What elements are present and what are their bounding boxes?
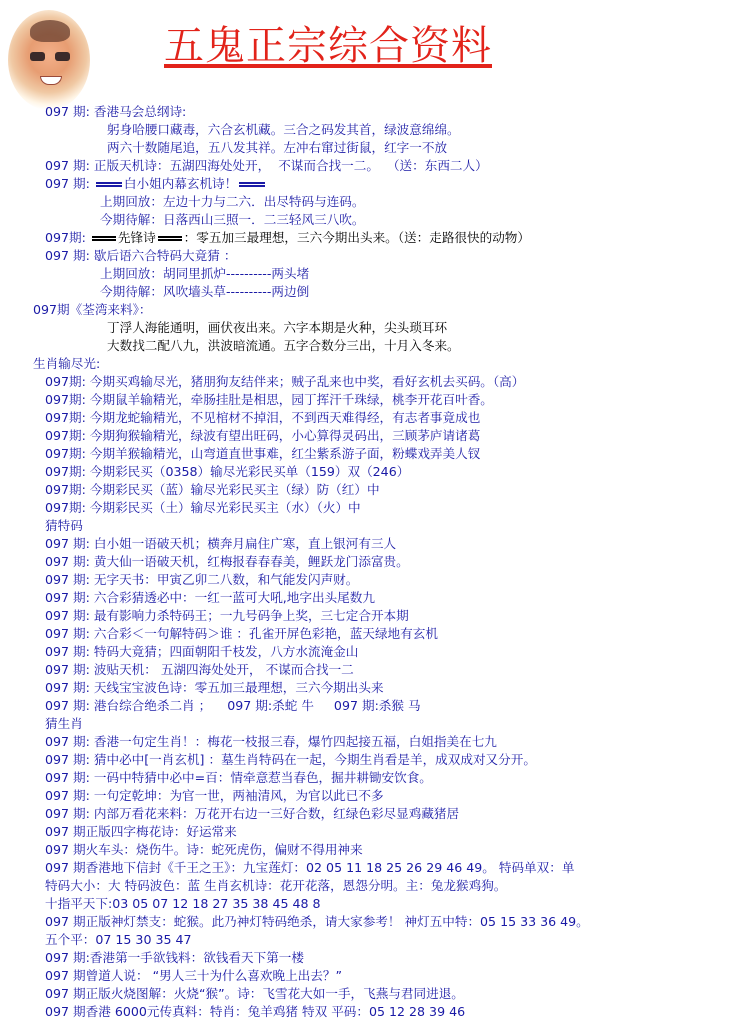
issue-label: 097期: xyxy=(45,446,90,461)
text-line xyxy=(45,499,361,516)
issue-label: 097期: xyxy=(45,500,90,515)
text-line xyxy=(45,949,304,966)
avatar-mouth xyxy=(40,76,62,85)
text-line xyxy=(45,715,83,732)
line-text: 正版天机诗：五湖四海处处开， 不谋而合找一二。 （送：东西二人） xyxy=(93,158,488,173)
issue-label: 097 期: xyxy=(45,572,94,587)
text-line xyxy=(45,445,480,462)
line-text: 六合彩猜透必中：一红一蓝可大吼,地字出头尾数九 xyxy=(93,590,375,605)
issue-label: 097 期: xyxy=(45,662,94,677)
text-line xyxy=(45,805,459,822)
line-text: 歇后语六合特码大竟猜 ： xyxy=(93,248,237,263)
line-text: 波贴天机： 五湖四海处处开， 不谋而合找一二 xyxy=(93,662,354,677)
issue-label: 097 期: xyxy=(45,734,94,749)
line-text: 大数找二配八九，洪波暗流通。五字合数分三出，十月入冬来。 xyxy=(107,338,460,353)
text-line xyxy=(45,679,384,696)
issue-label: 097 期: xyxy=(45,248,94,263)
double-bar-icon xyxy=(239,182,265,187)
text-line xyxy=(45,427,480,444)
line-text: 097 期正版神灯禁支：蛇猴。此乃神灯特码绝杀，请大家参考！ 神灯五中特：05 15 33 36 49。 xyxy=(45,914,589,929)
text-line xyxy=(100,283,309,300)
text-line xyxy=(45,1003,465,1020)
line-text: 五个平：07 15 30 35 47 xyxy=(45,932,192,947)
line-text: 097 期正版四字梅花诗：好运常来 xyxy=(45,824,237,839)
text-line xyxy=(45,409,480,426)
line-text: 生肖输尽光: xyxy=(33,356,101,371)
text-line xyxy=(45,247,236,264)
issue-label: 097 期: xyxy=(45,680,94,695)
issue-label: 097期: xyxy=(45,464,90,479)
issue-label: 097 期: xyxy=(45,788,94,803)
line-text: 今期狗猴输精光，绿波有望出旺码，小心算得灵码出，三顾茅庐请诸葛 xyxy=(89,428,481,443)
line-text: 今期待解：日落西山三照一．二三轻风三八吹。 xyxy=(100,212,365,227)
issue-label: 097 期: xyxy=(45,104,94,119)
line-text: 躬身哈腰口藏毒，六合玄机藏。三合之码发其首，绿波意绵绵。 xyxy=(107,122,460,137)
text-line xyxy=(107,319,447,336)
text-line xyxy=(33,355,100,372)
line-text: 今期羊猴输精光，山弯道直世事难，红尘紫系游子面，粉蝶戏弄美人钗 xyxy=(89,446,481,461)
line-text: 097 期正版火烧图解：火烧“猴”。诗：飞雪花大如一手，飞燕与君同进退。 xyxy=(45,986,464,1001)
double-bar-icon xyxy=(158,236,182,241)
text-line xyxy=(45,913,589,930)
line-text: 两六十数随尾追，五八发其祥。左冲右窜过街鼠，红字一不放 xyxy=(107,140,448,155)
text-line xyxy=(45,535,396,552)
text-line xyxy=(45,553,409,570)
text-line xyxy=(45,661,354,678)
text-line xyxy=(45,895,321,912)
text-line xyxy=(45,175,267,192)
issue-label: 097 期: xyxy=(45,626,94,641)
text-line xyxy=(45,769,432,786)
line-text: 猜中必中[一肖玄机] ：墓生肖特码在一起，今期生肖看是羊，成双成对又分开。 xyxy=(93,752,536,767)
text-line xyxy=(45,751,536,768)
text-line xyxy=(45,733,497,750)
avatar-hair xyxy=(30,20,70,42)
line-text: 097期《荃湾来料》： xyxy=(33,302,152,317)
text-line xyxy=(45,985,464,1002)
line-text: 先锋诗 xyxy=(117,230,156,245)
issue-label: 097 期: xyxy=(45,770,94,785)
line-text: 一码中特猜中必中=百：情牵意惹当春色，掘井耕锄安饮食。 xyxy=(93,770,432,785)
double-bar-icon xyxy=(92,236,116,241)
text-line xyxy=(45,103,186,120)
text-line xyxy=(45,463,409,480)
line-text: ：零五加三最理想，三六今期出头来。（送：走路很快的动物） xyxy=(183,230,530,245)
line-text: 白小姐一语破天机；横奔月扁住广寒，直上银河有三人 xyxy=(93,536,397,551)
issue-label: 097期: xyxy=(45,428,90,443)
line-text: 特码大竟猜；四面朝阳千枝发，八方水流淹金山 xyxy=(93,644,359,659)
line-text: 097 期火车头：烧伤牛。诗：蛇死虎伤，偏财不得用神来 xyxy=(45,842,363,857)
issue-label: 097 期: xyxy=(45,698,94,713)
text-line xyxy=(45,589,375,606)
text-line xyxy=(45,391,493,408)
line-text: 丁浮人海能通明，画伏夜出来。六字本期是火种，尖头琐耳环 xyxy=(107,320,448,335)
line-text: 天线宝宝波色诗：零五加三最理想，三六今期出头来 xyxy=(93,680,384,695)
line-text: 今期彩民买（土）输尽光彩民买主（水）（火）中 xyxy=(89,500,361,515)
line-text: 猜生肖 xyxy=(45,716,83,731)
avatar xyxy=(8,10,90,110)
line-text: 今期待解：风吹墙头草----------两边倒 xyxy=(100,284,310,299)
text-line xyxy=(45,841,363,858)
issue-label: 097 期: xyxy=(45,806,94,821)
issue-label: 097期: xyxy=(45,392,90,407)
text-line xyxy=(100,193,364,210)
line-text: 最有影响力杀特码王；一九号码争上奖，三七定合开本期 xyxy=(93,608,409,623)
text-line xyxy=(45,877,506,894)
issue-label: 097 期: xyxy=(45,158,94,173)
issue-label: 097 期: xyxy=(45,536,94,551)
text-line xyxy=(45,607,409,624)
issue-label: 097期: xyxy=(45,410,90,425)
line-text: 猜特码 xyxy=(45,518,83,533)
text-line xyxy=(45,697,421,714)
issue-label: 097 期: xyxy=(45,752,94,767)
text-line xyxy=(45,571,358,588)
text-line xyxy=(45,481,380,498)
line-text: 今期买鸡输尽光，猪朋狗友结伴来；贼子乱来也中奖，看好玄机去买码。（高） xyxy=(89,374,525,389)
text-line xyxy=(100,211,364,228)
line-text: 今期彩民买（蓝）输尽光彩民买主（绿）防（红）中 xyxy=(89,482,380,497)
page-title: 五鬼正宗综合资料 xyxy=(164,23,492,69)
issue-label: 097 期: xyxy=(45,590,94,605)
text-line xyxy=(45,967,342,984)
line-text: 097 期:香港第一手欲钱料：欲钱看天下第一楼 xyxy=(45,950,304,965)
line-text: 特码大小：大 特码波色：蓝 生肖玄机诗：花开花落，恩怨分明。主：兔龙猴鸡狗。 xyxy=(45,878,507,893)
avatar-glasses xyxy=(30,52,70,61)
line-text: 今期鼠羊输精光，牵肠挂肚是相思，园丁挥汗千珠绿，桃李开花百叶香。 xyxy=(89,392,493,407)
text-line xyxy=(45,517,83,534)
text-line xyxy=(45,787,384,804)
line-text: 六合彩＜一句解特码＞谁 ：孔雀开屏色彩艳，蓝天绿地有玄机 xyxy=(93,626,438,641)
line-text: 一句定乾坤：为官一世，两袖清风，为官以此已不多 xyxy=(93,788,384,803)
line-text: 内部万看花来料：万花开右边一三好合数，红绿色彩尽显鸡藏猪居 xyxy=(93,806,460,821)
text-line xyxy=(45,157,488,174)
text-line xyxy=(45,643,358,660)
line-text: 白小姐内幕玄机诗！ xyxy=(123,176,238,191)
text-line xyxy=(45,625,438,642)
line-text: 今期龙蛇输精光，不见棺材不掉泪，不到西天难得经，有志者事竟成也 xyxy=(89,410,481,425)
line-text: 港台综合绝杀二肖 ； 097 期:杀蛇 牛 097 期:杀猴 马 xyxy=(93,698,421,713)
issue-label: 097 期: xyxy=(45,554,94,569)
double-bar-icon xyxy=(96,182,122,187)
line-text: 香港马会总纲诗: xyxy=(93,104,187,119)
line-text: 097 期香港 6000元传真料：特肖：兔羊鸡猪 特双 平码：05 12 28 39 46 xyxy=(45,1004,466,1019)
issue-label: 097期: xyxy=(45,482,90,497)
line-text: 黄大仙一语破天机，红梅报春春春美，鲤跃龙门添富贵。 xyxy=(93,554,409,569)
text-line xyxy=(45,859,574,876)
text-line xyxy=(45,229,530,246)
line-text: 097 期曾道人说： “男人三十为什么喜欢晚上出去？” xyxy=(45,968,342,983)
issue-label: 097期: xyxy=(45,374,90,389)
text-line xyxy=(107,139,447,156)
text-line xyxy=(45,373,524,390)
line-text: 香港一句定生肖！：梅花一枝报三春，爆竹四起接五福，白姐指美在七九 xyxy=(93,734,497,749)
issue-label: 097 期: xyxy=(45,608,94,623)
line-text: 上期回放：胡同里抓炉----------两头堵 xyxy=(100,266,310,281)
text-line xyxy=(45,823,237,840)
text-line xyxy=(33,301,152,318)
line-text: 今期彩民买（0358）输尽光彩民买单（159）双（246） xyxy=(89,464,410,479)
issue-label: 097 期: xyxy=(45,644,94,659)
line-text: 十指平天下:03 05 07 12 18 27 35 38 45 48 8 xyxy=(45,896,321,911)
text-line xyxy=(100,265,309,282)
line-text: 上期回放：左边十力与二六．出尽特码与连码。 xyxy=(100,194,365,209)
issue-label: 097 期: xyxy=(45,176,94,191)
line-text: 无字天书：甲寅乙卯二八数，和气能发闪声财。 xyxy=(93,572,359,587)
issue-label: 097期: xyxy=(45,230,90,245)
text-line xyxy=(107,337,460,354)
text-line xyxy=(107,121,460,138)
text-line xyxy=(45,931,192,948)
line-text: 097 期香港地下信封《千王之王》：九宝莲灯：02 05 11 18 25 26 29 46 49。 特码单双：单 xyxy=(45,860,575,875)
